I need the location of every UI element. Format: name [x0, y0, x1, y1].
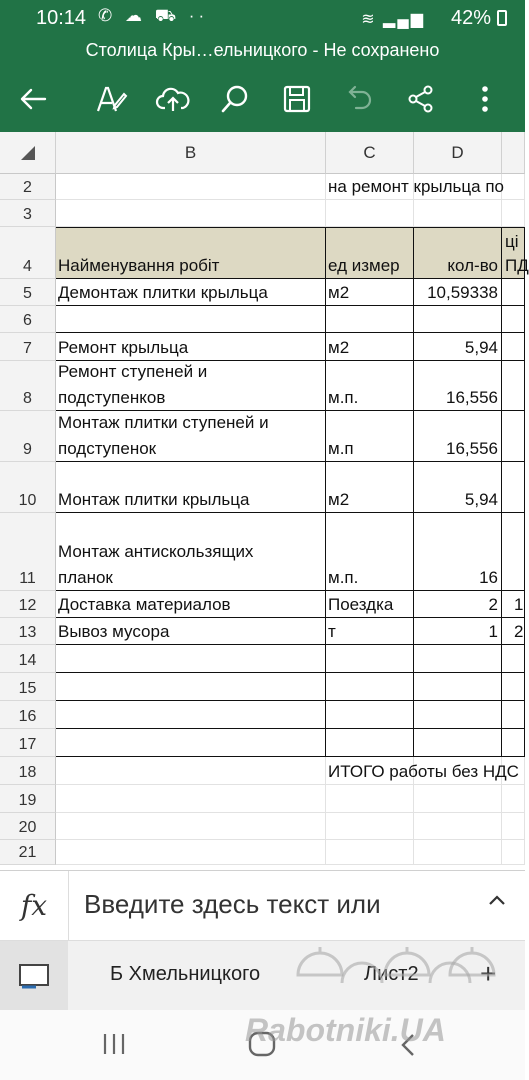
more-options-button[interactable]: [466, 80, 504, 118]
cell[interactable]: [326, 757, 519, 785]
corner-triangle-icon: [19, 144, 37, 162]
cell[interactable]: [56, 306, 326, 333]
cell[interactable]: [326, 361, 414, 411]
cell-text: м2: [328, 338, 350, 357]
cell-text: м.п.: [328, 568, 359, 587]
cell-text: м2: [328, 490, 350, 509]
text-format-icon: [95, 83, 127, 115]
chevron-up-icon: [487, 893, 507, 907]
row-header[interactable]: 21: [0, 840, 56, 865]
cell[interactable]: [326, 200, 414, 227]
cell[interactable]: [326, 840, 414, 865]
cell[interactable]: [326, 645, 414, 673]
row-header[interactable]: 14: [0, 645, 56, 673]
fx-icon: fx: [20, 889, 48, 922]
save-button[interactable]: [278, 80, 316, 118]
cloud-upload-icon: [156, 84, 190, 114]
cell[interactable]: [414, 785, 502, 813]
cell-text: ПД: [505, 256, 529, 275]
cell[interactable]: [414, 279, 502, 306]
cell[interactable]: [326, 729, 414, 757]
status-bar: [0, 0, 525, 36]
cell[interactable]: [326, 618, 414, 645]
cell-text: кол-во: [447, 256, 498, 275]
cell-text: т: [328, 622, 336, 641]
cloud-upload-button[interactable]: [154, 80, 192, 118]
row-header[interactable]: 4: [0, 227, 56, 279]
column-header-d[interactable]: D: [414, 132, 502, 174]
cell[interactable]: [326, 306, 414, 333]
cell-text: м2: [328, 283, 350, 302]
cell[interactable]: [56, 757, 326, 785]
cell-text: Монтаж плитки крыльца: [58, 490, 250, 509]
cell[interactable]: [56, 513, 326, 591]
cell[interactable]: [56, 462, 326, 513]
search-button[interactable]: [216, 80, 254, 118]
row-header[interactable]: 5: [0, 279, 56, 306]
row-header[interactable]: 17: [0, 729, 56, 757]
cell[interactable]: [414, 513, 502, 591]
cell[interactable]: [414, 729, 502, 757]
cell[interactable]: [326, 279, 414, 306]
cell[interactable]: [326, 785, 414, 813]
cell[interactable]: [326, 591, 414, 618]
back-button[interactable]: [14, 80, 52, 118]
hardhat-workers-icon: [290, 935, 510, 1005]
search-icon: [220, 84, 250, 114]
notification-icons: ✆ ☁ ⛟ ··: [98, 6, 209, 25]
spreadsheet-grid[interactable]: [0, 132, 529, 870]
recent-apps-button[interactable]: [100, 1032, 128, 1061]
cell[interactable]: [56, 174, 326, 200]
select-all-corner[interactable]: [0, 132, 56, 174]
format-button[interactable]: [92, 80, 130, 118]
row-header[interactable]: 19: [0, 785, 56, 813]
share-button[interactable]: [402, 80, 440, 118]
cell-text: подступенков: [58, 388, 166, 407]
cell[interactable]: [326, 462, 414, 513]
cell-text: ИТОГО работы без НДС: [328, 762, 519, 781]
cell-text: Ремонт крыльца: [58, 338, 189, 357]
row-header[interactable]: 18: [0, 757, 56, 785]
row-header[interactable]: 20: [0, 813, 56, 840]
undo-button[interactable]: [340, 80, 378, 118]
cell-text: 16,556: [446, 439, 498, 458]
cell-text: на ремонт крыльца по: [328, 177, 504, 196]
row-header[interactable]: 8: [0, 361, 56, 411]
cell-text: 1: [488, 622, 498, 641]
save-icon: [282, 84, 312, 114]
sheet-switcher-button[interactable]: [0, 941, 68, 1010]
cell[interactable]: [502, 513, 525, 591]
more-vertical-icon: [480, 84, 490, 114]
row-header[interactable]: 9: [0, 411, 56, 462]
cell[interactable]: [56, 785, 326, 813]
cell[interactable]: [414, 227, 502, 279]
cell[interactable]: [502, 785, 525, 813]
sheets-icon: [18, 963, 50, 989]
battery-percent: 42%: [450, 7, 491, 29]
cell[interactable]: [414, 462, 502, 513]
cell[interactable]: [56, 701, 326, 729]
cell-text: м.п.: [328, 388, 359, 407]
cell[interactable]: [56, 411, 326, 462]
formula-input[interactable]: Введите здесь текст или: [84, 889, 381, 919]
cell[interactable]: [326, 411, 414, 462]
cell[interactable]: [502, 411, 525, 462]
cell-text: 16: [479, 568, 498, 587]
cell[interactable]: [414, 701, 502, 729]
document-title: Столица Кры…ельницкого - Не сохранено: [0, 36, 525, 66]
cell[interactable]: [56, 591, 326, 618]
cell-text: 2: [488, 595, 498, 614]
cell-text: 10,59338: [427, 283, 498, 302]
cell[interactable]: [56, 227, 326, 279]
cell[interactable]: [326, 673, 414, 701]
share-icon: [406, 84, 436, 114]
cell[interactable]: [414, 361, 502, 411]
cell-text: Поездка: [328, 595, 394, 614]
cell-text: планок: [58, 568, 113, 587]
cell-text: 2: [514, 622, 524, 641]
clock: 10:14: [36, 7, 87, 29]
signal-icon: ≋ ▂▄▆: [361, 11, 425, 28]
row-header[interactable]: 11: [0, 513, 56, 591]
cell[interactable]: [502, 279, 525, 306]
cell[interactable]: [414, 840, 502, 865]
cell[interactable]: [414, 813, 502, 840]
cell[interactable]: [326, 174, 504, 200]
cell[interactable]: [56, 279, 326, 306]
cell[interactable]: [502, 701, 525, 729]
cell-text: 16,556: [446, 388, 498, 407]
cell[interactable]: [56, 645, 326, 673]
cell[interactable]: [56, 673, 326, 701]
cell[interactable]: [502, 729, 525, 757]
cell[interactable]: [56, 813, 326, 840]
cell[interactable]: [502, 200, 525, 227]
cell[interactable]: [326, 333, 414, 361]
undo-icon: [344, 84, 374, 114]
row-header[interactable]: 7: [0, 333, 56, 361]
row-header[interactable]: 10: [0, 462, 56, 513]
row-header[interactable]: 13: [0, 618, 56, 645]
formula-bar: [0, 870, 525, 940]
back-arrow-icon: [18, 84, 48, 114]
row-header[interactable]: 6: [0, 306, 56, 333]
row-header[interactable]: 15: [0, 673, 56, 701]
column-header-c[interactable]: C: [326, 132, 414, 174]
cell[interactable]: [56, 729, 326, 757]
cell[interactable]: [414, 200, 502, 227]
cell[interactable]: [56, 840, 326, 865]
cell[interactable]: [326, 513, 414, 591]
cell[interactable]: [414, 618, 502, 645]
row-header[interactable]: 3: [0, 200, 56, 227]
cell[interactable]: [502, 306, 525, 333]
cell[interactable]: [502, 227, 529, 279]
cell[interactable]: [502, 591, 525, 618]
row-header[interactable]: 16: [0, 701, 56, 729]
cell-text: Монтаж плитки ступеней и: [58, 413, 269, 432]
cell[interactable]: [414, 411, 502, 462]
cell-text: Доставка материалов: [58, 595, 231, 614]
cell[interactable]: [502, 673, 525, 701]
cell-text: м.п: [328, 439, 354, 458]
cell[interactable]: [326, 701, 414, 729]
plus-icon: +: [480, 958, 497, 989]
cell[interactable]: [414, 333, 502, 361]
function-button[interactable]: [0, 871, 69, 940]
watermark-text: Rabotniki.UA: [245, 1012, 446, 1048]
cell[interactable]: [326, 227, 414, 279]
cell[interactable]: [502, 618, 525, 645]
cell[interactable]: [414, 591, 502, 618]
cell[interactable]: [502, 361, 525, 411]
cell[interactable]: [502, 813, 525, 840]
cell-text: 5,94: [464, 490, 498, 509]
tab-list2[interactable]: Лист2: [364, 963, 419, 985]
column-header-b[interactable]: B: [56, 132, 326, 174]
cell[interactable]: [414, 645, 502, 673]
cell[interactable]: [326, 813, 414, 840]
cell[interactable]: [414, 306, 502, 333]
cell-text: Ремонт ступеней и: [58, 362, 208, 381]
battery-icon: [497, 10, 507, 26]
cell[interactable]: [56, 200, 326, 227]
cell-text: подступенок: [58, 439, 157, 458]
expand-formula-button[interactable]: [487, 893, 507, 912]
cell[interactable]: [502, 645, 525, 673]
column-header-e[interactable]: [502, 132, 525, 174]
cell[interactable]: [56, 361, 326, 411]
row-header[interactable]: 2: [0, 174, 56, 200]
watermark-logo: [290, 935, 510, 1005]
cell[interactable]: [414, 673, 502, 701]
cell-text: Демонтаж плитки крыльца: [58, 283, 268, 302]
toolbar: [0, 66, 525, 132]
cell-text: Монтаж антискользящих: [58, 542, 254, 561]
cell[interactable]: [56, 618, 326, 645]
cell[interactable]: [56, 333, 326, 361]
recent-apps-icon: [100, 1032, 128, 1056]
tab-b-khmelnytskogo[interactable]: Б Хмельницкого: [110, 963, 261, 985]
cell[interactable]: [502, 174, 525, 200]
cell-text: ці: [505, 232, 519, 251]
cell-text: 5,94: [464, 338, 498, 357]
cell-text: 1: [514, 595, 524, 614]
cell-text: ед измер: [328, 256, 400, 275]
cell[interactable]: [502, 333, 525, 361]
cell-text: Найменування робіт: [58, 256, 220, 275]
row-header[interactable]: 12: [0, 591, 56, 618]
cell[interactable]: [502, 462, 525, 513]
cell-text: Вывоз мусора: [58, 622, 170, 641]
cell[interactable]: [502, 840, 525, 865]
